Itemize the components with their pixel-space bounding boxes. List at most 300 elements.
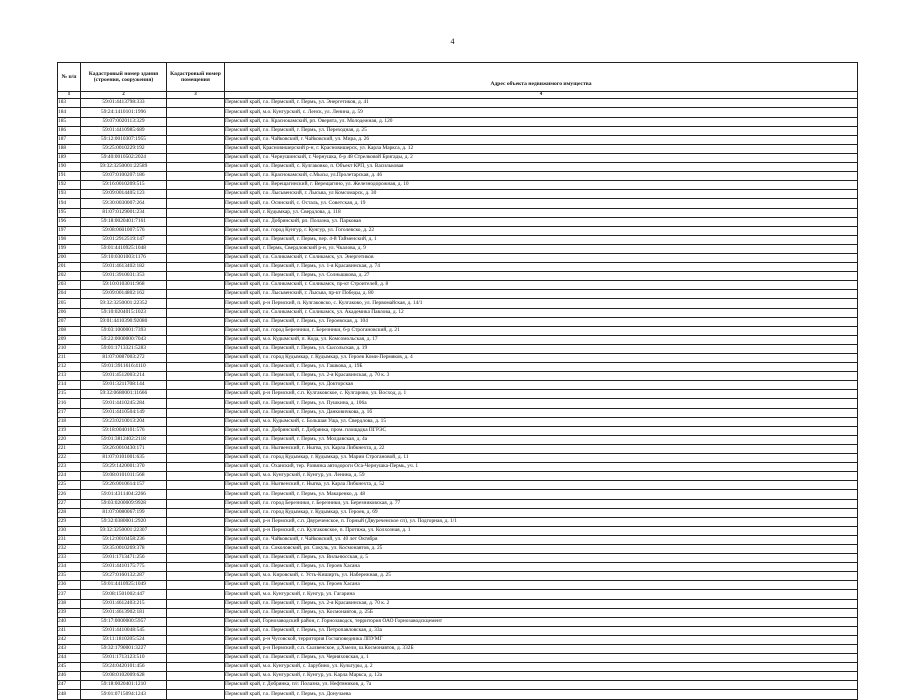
property-register-table: [57, 62, 858, 700]
building-cadastral-number: 59:01:4512003:214: [81, 372, 167, 381]
building-cadastral-number: 59:01:4410048:545: [81, 626, 167, 635]
building-cadastral-number: 59:09:0014405:123: [81, 190, 167, 199]
premises-cadastral-number: [167, 645, 225, 654]
row-number: 200: [58, 253, 81, 262]
address: Пермский край, р-н Чусовской, территория Госзаповедника ЛПУМГ: [225, 635, 858, 644]
premises-cadastral-number: [167, 508, 225, 517]
premises-cadastral-number: [167, 517, 225, 526]
building-cadastral-number: 59:01:4613402:182: [81, 263, 167, 272]
table-row: [58, 535, 858, 544]
address: Пермский край, г.о. город Кудымкар, г. Кудымкар, ул. Марии Строгановой, д. 11: [225, 454, 858, 463]
premises-cadastral-number: [167, 317, 225, 326]
building-cadastral-number: 59:32:3250001:22589: [81, 163, 167, 172]
table-row: [58, 354, 858, 363]
premises-cadastral-number: [167, 299, 225, 308]
building-cadastral-number: 81:07:0129001:234: [81, 208, 167, 217]
table-row: [58, 399, 858, 408]
premises-cadastral-number: [167, 626, 225, 635]
premises-cadastral-number: [167, 390, 225, 399]
table-row: [58, 454, 858, 463]
address: Пермский край, г.о. Пермский, г. Пермь, ул. Энергетиков, д. 41: [225, 99, 858, 108]
row-number: 195: [58, 208, 81, 217]
building-cadastral-number: 59:12:0010458:236: [81, 535, 167, 544]
premises-cadastral-number: [167, 335, 225, 344]
address: Пермский край, м.о. Кудымский, п. Кода, ул. Комсомольская, д. 17: [225, 335, 858, 344]
table-row: [58, 181, 858, 190]
row-number: 219: [58, 426, 81, 435]
building-cadastral-number: 59:01:4413798:333: [81, 99, 167, 108]
table-row: [58, 190, 858, 199]
building-cadastral-number: 59:16:0010209:515: [81, 181, 167, 190]
address: Пермский край, г.о. город Кунгур, г. Кунгур, ул. Гоголевско, д. 22: [225, 226, 858, 235]
table-row: [58, 253, 858, 262]
address: Пермский край, г.о. город Березники, г. Березники, ул. Березниковская, д. 77: [225, 499, 858, 508]
table-row: [58, 299, 858, 308]
address: Пермский край, г.о. Пермский, г. Пермь, ул. Пушкина, д. 106а: [225, 399, 858, 408]
address: Пермский край, р-н Пермский, с.п. Кулгаковское, с. Кулгарово, ул. Восход, д. 1: [225, 390, 858, 399]
row-number: 190: [58, 163, 81, 172]
address: Пермский край, г.о. город Кудымкар, г. Кудымкар, ул. Героев, д. 69: [225, 508, 858, 517]
address: Пермский край, г.о. Пермский, г. Пермь, ул. Вильнюсская, д. 5: [225, 554, 858, 563]
table-row: [58, 663, 858, 672]
row-number: 206: [58, 308, 81, 317]
building-cadastral-number: 59:08:0102009:628: [81, 672, 167, 681]
building-cadastral-number: 59:35:0010269:378: [81, 544, 167, 553]
premises-cadastral-number: [167, 126, 225, 135]
premises-cadastral-number: [167, 363, 225, 372]
row-number: 245: [58, 663, 81, 672]
premises-cadastral-number: [167, 144, 225, 153]
row-number: 227: [58, 499, 81, 508]
page-number: 4: [450, 37, 455, 46]
table-row: [58, 472, 858, 481]
address: Пермский край, г. Пермь, Свердловский р-н, ул. Чкалова, д. 9: [225, 244, 858, 253]
building-cadastral-number: 59:01:3911616:4110: [81, 363, 167, 372]
table-row: [58, 563, 858, 572]
address: Пермский край, г.о. Соликамский, г. Соликамск, ул. Академика Павлова, д. 12: [225, 308, 858, 317]
building-cadastral-number: 59:01:4410925:1049: [81, 581, 167, 590]
premises-cadastral-number: [167, 463, 225, 472]
row-number: 239: [58, 608, 81, 617]
address: Пермский край, г.о. город Кудымкар, г. Кудымкар, ул. Героев Коми-Пермяков, д. 4: [225, 354, 858, 363]
address: Пермский край, г.о. Пермский, г. Пермь, ул. Молдавская, д. 4а: [225, 435, 858, 444]
table-row: [58, 690, 858, 699]
premises-cadastral-number: [167, 253, 225, 262]
row-number: 246: [58, 672, 81, 681]
address: Пермский край, г.о. Соликамский, г. Соликамск, пр-кт Строителей, д. 8: [225, 281, 858, 290]
premises-cadastral-number: [167, 563, 225, 572]
building-cadastral-number: 59:01:3211708:144: [81, 381, 167, 390]
table-header-row: [58, 63, 858, 92]
row-number: 223: [58, 463, 81, 472]
building-cadastral-number: 59:08:1501002:447: [81, 590, 167, 599]
building-cadastral-number: 59:11:1810205:524: [81, 635, 167, 644]
table-row: [58, 153, 858, 162]
table-row: [58, 390, 858, 399]
table-row: [58, 408, 858, 417]
premises-cadastral-number: [167, 354, 225, 363]
address: Пермский край, р-н Пермский, п. Кулгаковско, с. Кулгаково, ул. Первомайская, д. 14/1: [225, 299, 858, 308]
table-body: [58, 99, 858, 699]
row-number: 218: [58, 417, 81, 426]
row-number: 237: [58, 590, 81, 599]
building-cadastral-number: 59:01:1713123:510: [81, 654, 167, 663]
table-row: [58, 135, 858, 144]
table-row: [58, 244, 858, 253]
premises-cadastral-number: [167, 381, 225, 390]
address: Пермский край, г.о. Пермский, г. Пермь, ул. Данковичкова, д. 1б: [225, 408, 858, 417]
premises-cadastral-number: [167, 526, 225, 535]
row-number: 189: [58, 153, 81, 162]
building-cadastral-number: 59:01:4410245:284: [81, 399, 167, 408]
address: Пермский край, м.о. Кунгурский, г. Кунгур, ул. Карла Маркса, д. 12а: [225, 672, 858, 681]
row-number: 234: [58, 563, 81, 572]
row-number: 248: [58, 690, 81, 699]
premises-cadastral-number: [167, 490, 225, 499]
premises-cadastral-number: [167, 199, 225, 208]
premises-cadastral-number: [167, 408, 225, 417]
table-row: [58, 599, 858, 608]
premises-cadastral-number: [167, 217, 225, 226]
table-row: [58, 126, 858, 135]
address: Пермский край, г.о. Осинский, с. Осталь, ул. Советская, д. 19: [225, 199, 858, 208]
table-row: [58, 363, 858, 372]
premises-cadastral-number: [167, 535, 225, 544]
premises-cadastral-number: [167, 99, 225, 108]
header-row-number: № п/п: [58, 63, 81, 92]
building-cadastral-number: 59:10:0301003:1176: [81, 253, 167, 262]
table-row: [58, 335, 858, 344]
building-cadastral-number: 59:27:0160132:287: [81, 572, 167, 581]
row-number: 217: [58, 408, 81, 417]
row-number: 209: [58, 335, 81, 344]
building-cadastral-number: 59:01:1713321:5283: [81, 344, 167, 353]
address: Пермский край, г.о. Пермский, г. Пермь, ул. Героевская, д. 104: [225, 317, 858, 326]
row-number: 213: [58, 372, 81, 381]
building-cadastral-number: 59:18:0020401:7161: [81, 217, 167, 226]
row-number: 222: [58, 454, 81, 463]
row-number: 228: [58, 508, 81, 517]
building-cadastral-number: 59:26:0010614:157: [81, 481, 167, 490]
table-row: [58, 226, 858, 235]
premises-cadastral-number: [167, 572, 225, 581]
premises-cadastral-number: [167, 117, 225, 126]
premises-cadastral-number: [167, 263, 225, 272]
table-row: [58, 281, 858, 290]
premises-cadastral-number: [167, 281, 225, 290]
building-cadastral-number: 59:01:4410504:149: [81, 408, 167, 417]
table-row: [58, 163, 858, 172]
address: Пермский край, м.о. Кунгурский, г. Кунгур, ул. Ленина, д. 59: [225, 472, 858, 481]
row-number: 241: [58, 626, 81, 635]
building-cadastral-number: 59:32:3250001:22307: [81, 526, 167, 535]
table-row: [58, 108, 858, 117]
premises-cadastral-number: [167, 326, 225, 335]
premises-cadastral-number: [167, 690, 225, 699]
table-row: [58, 217, 858, 226]
table-row: [58, 626, 858, 635]
table-row: [58, 645, 858, 654]
building-cadastral-number: 59:01:0715094:1243: [81, 690, 167, 699]
address: Пермский край, г.о. Пермский, г. Пермь, ул. Черняховская, д. 1: [225, 654, 858, 663]
address: Пермский край, г.о. Чайковский, г. Чайковский, ул. Мира, д. 26: [225, 135, 858, 144]
premises-cadastral-number: [167, 681, 225, 690]
row-number: 231: [58, 535, 81, 544]
premises-cadastral-number: [167, 172, 225, 181]
building-cadastral-number: 59:08:0101011:568: [81, 472, 167, 481]
building-cadastral-number: 59:10:0204015:1023: [81, 308, 167, 317]
table-row: [58, 526, 858, 535]
building-cadastral-number: 59:01:1713471:256: [81, 554, 167, 563]
building-cadastral-number: 81:07:0087003:272: [81, 354, 167, 363]
row-number: 232: [58, 544, 81, 553]
row-number: 208: [58, 326, 81, 335]
building-cadastral-number: 59:01:2912519:147: [81, 235, 167, 244]
building-cadastral-number: 59:32:1790001:3227: [81, 645, 167, 654]
address: Пермский край, г.о. Пермский, г. Пермь, ул. Героев Хасана: [225, 581, 858, 590]
building-cadastral-number: 59:29:1420001:370: [81, 463, 167, 472]
header-building-cadastral-number: Кадастровый номер здания (строения, сооружения): [81, 63, 167, 92]
building-cadastral-number: 59:25:0010229:192: [81, 144, 167, 153]
table-row: [58, 326, 858, 335]
premises-cadastral-number: [167, 308, 225, 317]
premises-cadastral-number: [167, 108, 225, 117]
row-number: 188: [58, 144, 81, 153]
table-row: [58, 463, 858, 472]
building-cadastral-number: 59:01:4311404:2266: [81, 490, 167, 499]
premises-cadastral-number: [167, 444, 225, 453]
building-cadastral-number: 59:26:0010430:171: [81, 444, 167, 453]
building-cadastral-number: 59:09:0014802:162: [81, 290, 167, 299]
address: Пермский край, г.о. Лысьвенский, г. Лысьва, пр-кт Победы, д. 80: [225, 290, 858, 299]
premises-cadastral-number: [167, 417, 225, 426]
row-number: 242: [58, 635, 81, 644]
premises-cadastral-number: [167, 235, 225, 244]
address: Пермский край, м.о. Кунгурский, с. Ленск, ул. Ленина, д. 59: [225, 108, 858, 117]
address: Пермский край, г.о. Пермский, г. Пермь, ул. Макаренко, д. 48: [225, 490, 858, 499]
row-number: 185: [58, 117, 81, 126]
table-row: [58, 308, 858, 317]
row-number: 224: [58, 472, 81, 481]
row-number: 191: [58, 172, 81, 181]
address: Пермский край, г.о. Краснокамский, с.Мысы, ул.Пролетарская, д. 46: [225, 172, 858, 181]
row-number: 240: [58, 617, 81, 626]
address: Пермский край, г.о. Верещагинский, г. Верещагино, ул. Железнодорожная, д. 10: [225, 181, 858, 190]
header-number-4: 4: [225, 92, 858, 99]
premises-cadastral-number: [167, 290, 225, 299]
table-row: [58, 572, 858, 581]
premises-cadastral-number: [167, 499, 225, 508]
row-number: 243: [58, 645, 81, 654]
premises-cadastral-number: [167, 472, 225, 481]
address: Пермский край, г.о. Добрянский, г. Добрянка, пром. площадка ПГРЭС: [225, 426, 858, 435]
premises-cadastral-number: [167, 599, 225, 608]
table-row: [58, 208, 858, 217]
row-number: 226: [58, 490, 81, 499]
address: Пермский край, г.о. Пермский, г. Пермь, ул. Солнышкова, д. 27: [225, 272, 858, 281]
address: Пермский край, г.о. Пермский, г. Пермь, ул. 1-я Красавинская, д. 74: [225, 263, 858, 272]
table-header-numbering-row: [58, 92, 858, 99]
address: Пермский край, г.о. Чернушинский, г. Чернушка, б-р 48 Стрелковой Бригады, д. 2: [225, 153, 858, 162]
table-row: [58, 235, 858, 244]
row-number: 211: [58, 354, 81, 363]
premises-cadastral-number: [167, 190, 225, 199]
address: Пермский край, г. Кудымкар, ул. Свердлова, д. 118: [225, 208, 858, 217]
building-cadastral-number: 59:01:4410390:92080: [81, 317, 167, 326]
table-row: [58, 290, 858, 299]
table-row: [58, 99, 858, 108]
building-cadastral-number: 59:01:3812402:2118: [81, 435, 167, 444]
row-number: 214: [58, 381, 81, 390]
premises-cadastral-number: [167, 135, 225, 144]
row-number: 247: [58, 681, 81, 690]
row-number: 203: [58, 281, 81, 290]
premises-cadastral-number: [167, 163, 225, 172]
address: Пермский край, г.о. Пермский, г. Пермь, ул. 2-я Красавинская, д. 70 к. 3: [225, 372, 858, 381]
premises-cadastral-number: [167, 654, 225, 663]
address: Пермский край, р-н Пермский, с.п. Кулгаковское, п. Протяжа, ул. Колхозная, д. 1: [225, 526, 858, 535]
address: Пермский край, г.о. Пермский, г. Пермь, ул. Героев Хасана: [225, 563, 858, 572]
header-premises-cadastral-number: Кадастровый номер помещения: [167, 63, 225, 92]
premises-cadastral-number: [167, 344, 225, 353]
address: Пермский край, г.о. Соколовский, рп. Сокуль, ул. Космонавтов, д. 25: [225, 544, 858, 553]
header-address: Адрес объекта недвижимого имущества: [225, 63, 858, 92]
address: Пермский край, Красновишерский р-н, г. Красновишерск, ул. Карла Маркса, д. 12: [225, 144, 858, 153]
premises-cadastral-number: [167, 372, 225, 381]
premises-cadastral-number: [167, 226, 225, 235]
table-row: [58, 435, 858, 444]
building-cadastral-number: 59:23:0210013:204: [81, 417, 167, 426]
premises-cadastral-number: [167, 617, 225, 626]
header-number-3: 3: [167, 92, 225, 99]
address: Пермский край, г.о. Пермский, г. Пермь, ул. Сысольская, д. 19: [225, 344, 858, 353]
row-number: 197: [58, 226, 81, 235]
premises-cadastral-number: [167, 608, 225, 617]
row-number: 184: [58, 108, 81, 117]
address: Пермский край, г.о. Пермский, г. Пермь, ул. Переходная, д. 25: [225, 126, 858, 135]
address: Пермский край, г.о. Оханский, тер. Развязка автодороги Оса-Чернушка-Пермь, уч. 1: [225, 463, 858, 472]
row-number: 192: [58, 181, 81, 190]
building-cadastral-number: 59:18:0020401:1210: [81, 681, 167, 690]
address: Пермский край, г.о. Лысьвенский, г. Лысьва, ул Комсомарск, д. 30: [225, 190, 858, 199]
table-row: [58, 590, 858, 599]
address: Пермский край, г.о. Пермский, г. Пермь, ул. Донучаева: [225, 690, 858, 699]
table-row: [58, 490, 858, 499]
building-cadastral-number: 59:17:0000000:5957: [81, 617, 167, 626]
table-row: [58, 654, 858, 663]
premises-cadastral-number: [167, 590, 225, 599]
table-row: [58, 317, 858, 326]
row-number: 220: [58, 435, 81, 444]
building-cadastral-number: 59:03:1000001:7393: [81, 326, 167, 335]
address: Пермский край, г.о. Пермский, г. Пермь, ул. Петропавловская, д. 33а: [225, 626, 858, 635]
row-number: 198: [58, 235, 81, 244]
address: Пермский край, р-н Пермский, с.п. Двуреченское, п. Горный (Двуреченское сп), ул. Подгорная, д. 1/1: [225, 517, 858, 526]
building-cadastral-number: 59:01:4410985:689: [81, 126, 167, 135]
row-number: 238: [58, 599, 81, 608]
building-cadastral-number: 59:18:0040101:576: [81, 426, 167, 435]
premises-cadastral-number: [167, 663, 225, 672]
address: Пермский край, р-н Пермский, с.п. Сылвенское, д.Хмели, ш.Космонавтов, д. 332Б: [225, 645, 858, 654]
table-row: [58, 372, 858, 381]
row-number: 199: [58, 244, 81, 253]
table-row: [58, 381, 858, 390]
address: Пермский край, м.о. Кудымский, с. Большая Уща, ул. Свердлова, д. 15: [225, 417, 858, 426]
address: Пермский край, Горнозаводский район, г. Горнозаводск, территория ОАО Горнозаводскцемент: [225, 617, 858, 626]
table-row: [58, 344, 858, 353]
table-row: [58, 508, 858, 517]
address: Пермский край, г. Добрянка, п/г. Полазна, ул. Нефтяников, д. 7а: [225, 681, 858, 690]
address: Пермский край, м.о. Кировский, с. Усть-Киширть, ул. Набережная, д. 25: [225, 572, 858, 581]
premises-cadastral-number: [167, 208, 225, 217]
premises-cadastral-number: [167, 544, 225, 553]
address: Пермский край, г.о. Соликамский, г. Соликамск, ул. Энергетиков: [225, 253, 858, 262]
building-cadastral-number: 59:24:0420101:456: [81, 663, 167, 672]
address: Пермский край, г.о. Чайковский, г. Чайковский, ул. 40 лет Октября: [225, 535, 858, 544]
row-number: 186: [58, 126, 81, 135]
address: Пермский край, г.о. Пермский, г. Пермь, ул. Докторская: [225, 381, 858, 390]
row-number: 207: [58, 317, 81, 326]
table-row: [58, 199, 858, 208]
building-cadastral-number: 59:08:0601007:576: [81, 226, 167, 235]
building-cadastral-number: 59:32:0680001:11666: [81, 390, 167, 399]
table-row: [58, 617, 858, 626]
premises-cadastral-number: [167, 554, 225, 563]
table-row: [58, 481, 858, 490]
row-number: 183: [58, 99, 81, 108]
building-cadastral-number: 59:07:0020113:329: [81, 117, 167, 126]
table-row: [58, 444, 858, 453]
row-number: 229: [58, 517, 81, 526]
building-cadastral-number: 81:07:0080067:199: [81, 508, 167, 517]
address: Пермский край, г.о. Ныгвенский, г. Ныгва, ул. Карла Либкнехта, д. 52: [225, 481, 858, 490]
row-number: 201: [58, 263, 81, 272]
row-number: 194: [58, 199, 81, 208]
address: Пермский край, г.о. Пермский, г. Пермь, ул. 2-я Красавинская, д. 70 к. 2: [225, 599, 858, 608]
table-row: [58, 581, 858, 590]
address: Пермский край, г.о. Пермский, г. Пермь, ул. Космонавтов, д. 25Б: [225, 608, 858, 617]
table-row: [58, 144, 858, 153]
building-cadastral-number: 59:12:0010307:1955: [81, 135, 167, 144]
building-cadastral-number: 59:32:0380001:2920: [81, 517, 167, 526]
building-cadastral-number: 59:22:0000000:7043: [81, 335, 167, 344]
row-number: 193: [58, 190, 81, 199]
address: Пермский край, г.о. Пермский, г. Пермь, ул. Гашкова, д. 19Б: [225, 363, 858, 372]
row-number: 205: [58, 299, 81, 308]
row-number: 221: [58, 444, 81, 453]
row-number: 210: [58, 344, 81, 353]
building-cadastral-number: 59:07:0100207:186: [81, 172, 167, 181]
premises-cadastral-number: [167, 435, 225, 444]
row-number: 204: [58, 290, 81, 299]
row-number: 225: [58, 481, 81, 490]
building-cadastral-number: 59:01:3910031:353: [81, 272, 167, 281]
building-cadastral-number: 59:01:4612403:215: [81, 599, 167, 608]
table-row: [58, 263, 858, 272]
premises-cadastral-number: [167, 181, 225, 190]
premises-cadastral-number: [167, 581, 225, 590]
row-number: 236: [58, 581, 81, 590]
table-row: [58, 554, 858, 563]
row-number: 187: [58, 135, 81, 144]
address: Пермский край, г.о. Ныгвенский, г. Ныгва, ул. Карла Либкнехта, д. 22: [225, 444, 858, 453]
address: Пермский край, г.о. Добрянский, рп. Полазна, ул. Парковая: [225, 217, 858, 226]
premises-cadastral-number: [167, 399, 225, 408]
premises-cadastral-number: [167, 244, 225, 253]
header-number-1: 1: [58, 92, 81, 99]
table-row: [58, 117, 858, 126]
building-cadastral-number: 59:40:0010502:2024: [81, 153, 167, 162]
